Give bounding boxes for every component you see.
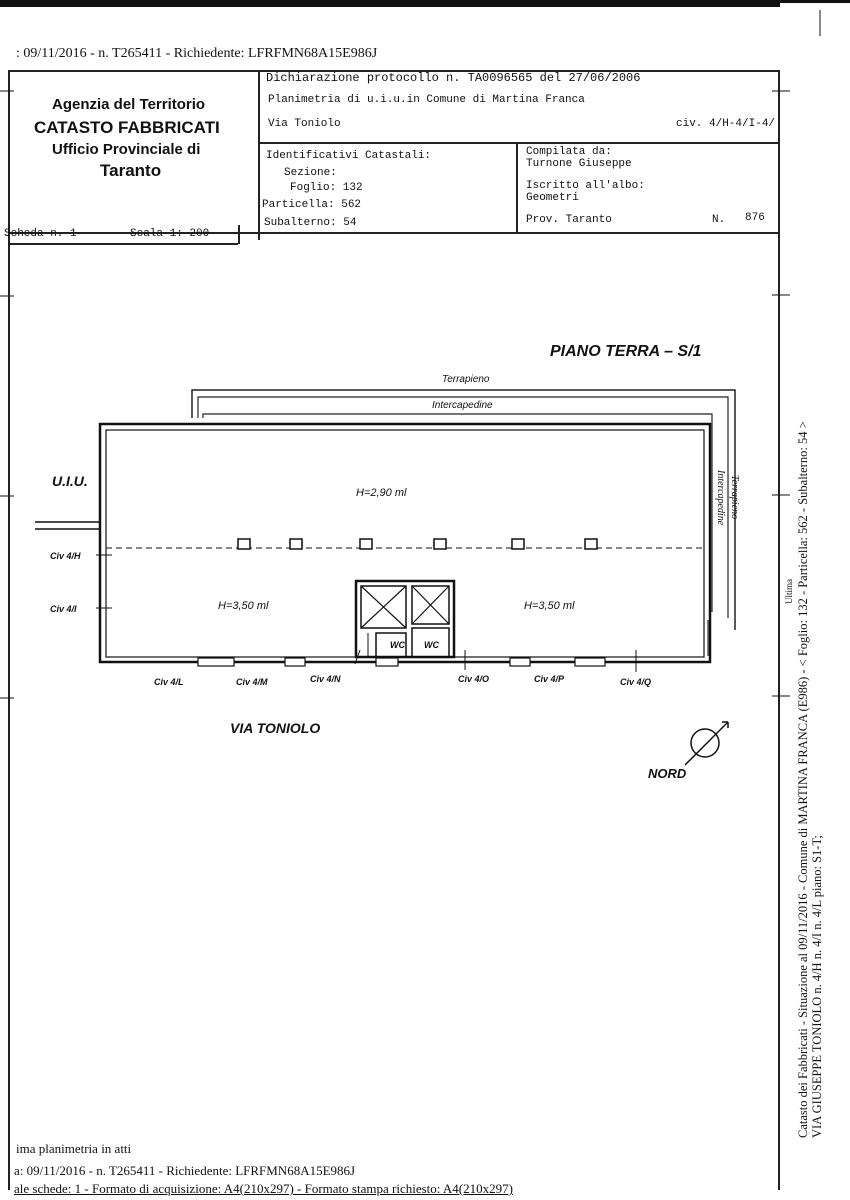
civ-4i-label: Civ 4/I bbox=[50, 604, 77, 614]
civ-4h-label: Civ 4/H bbox=[50, 551, 81, 561]
agency-line2: CATASTO FABBRICATI bbox=[34, 118, 220, 137]
footer-line2: a: 09/11/2016 - n. T265411 - Richiedente: LFRFMN68A15E986J bbox=[14, 1163, 356, 1178]
street-line: Via Toniolo bbox=[268, 118, 341, 130]
protocol-line: Dichiarazione protocollo n. TA0096565 del 27/06/2006 bbox=[266, 71, 641, 85]
north-label: NORD bbox=[648, 766, 687, 781]
pillar bbox=[360, 539, 372, 549]
n-value: 876 bbox=[745, 212, 765, 224]
side-text-line2: VIA GIUSEPPE TONIOLO n. 4/H n. 4/I n. 4/L piano: S1-T; bbox=[810, 835, 824, 1138]
compilata-name: Turnone Giuseppe bbox=[526, 158, 632, 170]
prov: Prov. Taranto bbox=[526, 214, 612, 226]
pillar bbox=[290, 539, 302, 549]
ident-label: Identificativi Catastali: bbox=[266, 150, 432, 162]
scala: Scala 1: 200 bbox=[130, 228, 210, 240]
north-arrow-circle bbox=[691, 729, 719, 757]
civ-line: civ. 4/H-4/I-4/ bbox=[676, 118, 776, 130]
sezione: Sezione: bbox=[284, 167, 337, 179]
height-upper: H=2,90 ml bbox=[356, 487, 407, 499]
height-left: H=3,50 ml bbox=[218, 600, 269, 612]
terrapieno-outline bbox=[192, 390, 735, 630]
street-label: VIA TONIOLO bbox=[230, 720, 321, 736]
height-right: H=3,50 ml bbox=[524, 600, 575, 612]
intercapedine-inner bbox=[203, 414, 712, 612]
civ-4n-label: Civ 4/N bbox=[310, 674, 341, 684]
top-stamp: : 09/11/2016 - n. T265411 - Richiedente: LFRFMN68A15E986J bbox=[16, 46, 378, 61]
foglio: Foglio: 132 bbox=[290, 182, 363, 194]
scheda: Scheda n. 1 bbox=[4, 228, 77, 240]
intercapedine-side-label: Intercapedine bbox=[715, 470, 726, 526]
pillar bbox=[512, 539, 524, 549]
pillar bbox=[585, 539, 597, 549]
wc-label-1: WC bbox=[390, 640, 405, 650]
building-inner-wall bbox=[106, 430, 704, 657]
civ-4q-label: Civ 4/Q bbox=[620, 677, 652, 687]
subalterno: Subalterno: 54 bbox=[264, 217, 357, 229]
intercapedine-top-label: Intercapedine bbox=[432, 400, 493, 411]
iscritto-label: Iscritto all'albo: bbox=[526, 180, 645, 192]
side-text-line1: Catasto dei Fabbricati - Situazione al 09/11/2016 - Comune di MARTINA FRANCA (E986) - < Foglio: 132 - Particella: 562 - Subalterno: 54 > bbox=[796, 421, 810, 1138]
civ-4o-label: Civ 4/O bbox=[458, 674, 490, 684]
pillar bbox=[434, 539, 446, 549]
civ-4p-label: Civ 4/P bbox=[534, 674, 565, 684]
footer-line3: ale schede: 1 - Formato di acquisizione: A4(210x297) - Formato stampa richiesto: A4(210x297) bbox=[14, 1181, 513, 1196]
iscritto-value: Geometri bbox=[526, 192, 579, 204]
terrapieno-side-label: Terrapieno bbox=[729, 475, 740, 520]
compilata-label: Compilata da: bbox=[526, 146, 612, 158]
agency-line3: Ufficio Provinciale di bbox=[52, 141, 201, 158]
uiu-label: U.I.U. bbox=[52, 473, 88, 489]
agency-line1: Agenzia del Territorio bbox=[52, 96, 206, 113]
side-text-small: Ultima bbox=[784, 579, 794, 604]
terrapieno-top-label: Terrapieno bbox=[442, 374, 490, 385]
agency-line4: Taranto bbox=[100, 161, 162, 180]
civ-4m-label: Civ 4/M bbox=[236, 677, 268, 687]
particella: Particella: 562 bbox=[262, 199, 362, 211]
n-label: N. bbox=[712, 214, 726, 226]
pillar bbox=[238, 539, 250, 549]
footer-line1: ima planimetria in atti bbox=[16, 1141, 132, 1156]
wc-label-2: WC bbox=[424, 640, 439, 650]
planimetria-line: Planimetria di u.i.u.in Comune di Martina Franca bbox=[268, 94, 585, 106]
civ-4l-label: Civ 4/L bbox=[154, 677, 184, 687]
floor-title: PIANO TERRA – S/1 bbox=[550, 343, 702, 360]
